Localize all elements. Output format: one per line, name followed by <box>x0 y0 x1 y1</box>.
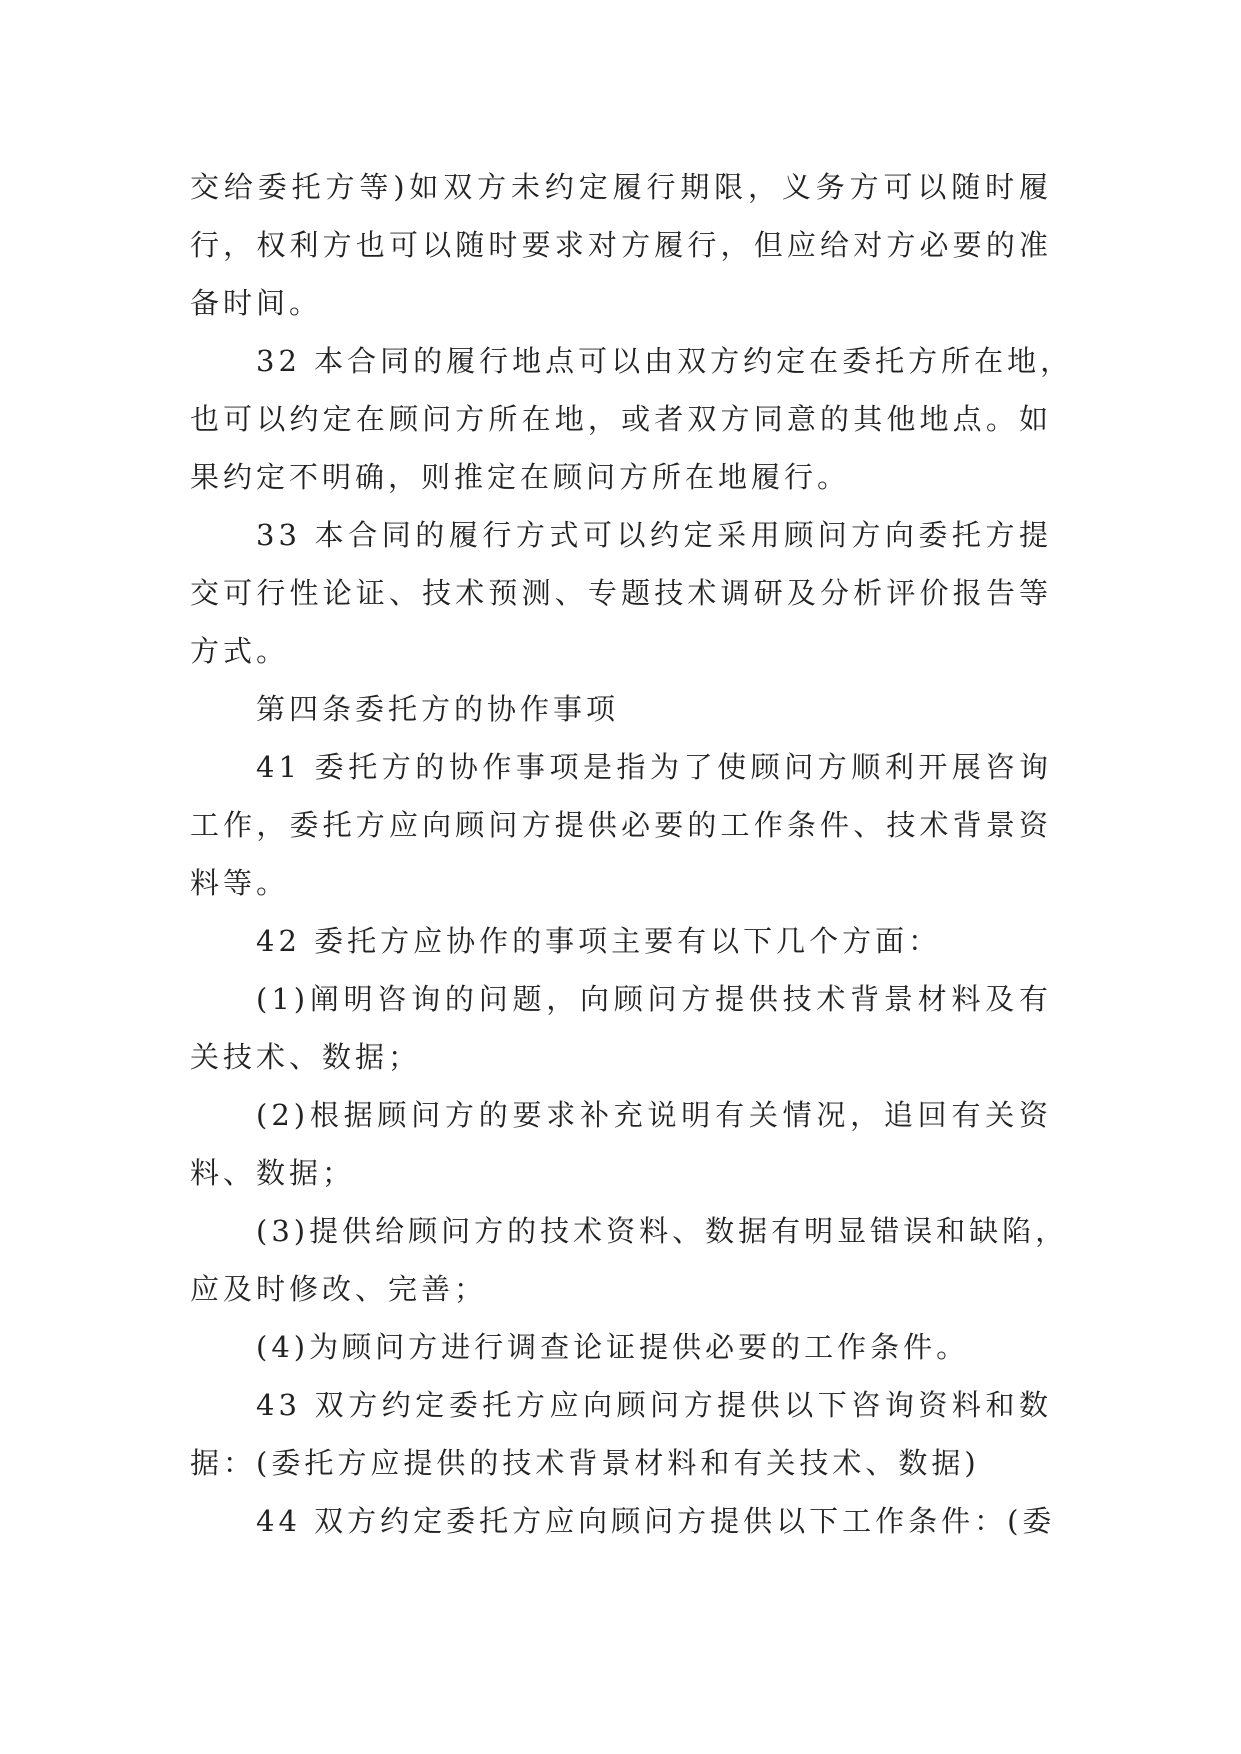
text-line: 交可行性论证、技术预测、专题技术调研及分析评价报告等 <box>190 576 1052 610</box>
list-item: (2)根据顾问方的要求补充说明有关情况，追回有关资 <box>256 1098 1052 1132</box>
text-line: 关技术、数据； <box>190 1040 422 1074</box>
text-line: 工作，委托方应向顾问方提供必要的工作条件、技术背景资 <box>190 808 1052 842</box>
section-heading: 第四条委托方的协作事项 <box>256 692 620 726</box>
text-line: 方式。 <box>190 634 290 668</box>
document-body <box>190 158 1074 1550</box>
text-line: 41 委托方的协作事项是指为了使顾问方顺利开展咨询 <box>256 750 1052 784</box>
list-item: (4)为顾问方进行调查论证提供必要的工作条件。 <box>256 1330 970 1364</box>
text-line: 33 本合同的履行方式可以约定采用顾问方向委托方提 <box>256 518 1052 552</box>
text-line: 果约定不明确，则推定在顾问方所在地履行。 <box>190 460 851 494</box>
text-line: 43 双方约定委托方应向顾问方提供以下咨询资料和数 <box>256 1388 1052 1422</box>
text-line: 交给委托方等)如双方未约定履行期限，义务方可以随时履 <box>190 170 1052 204</box>
text-line: 也可以约定在顾问方所在地，或者双方同意的其他地点。如 <box>190 402 1052 436</box>
text-line: 据：(委托方应提供的技术背景材料和有关技术、数据) <box>190 1446 980 1480</box>
text-line: 44 双方约定委托方应向顾问方提供以下工作条件：(委 <box>256 1504 1056 1538</box>
text-line: 行，权利方也可以随时要求对方履行，但应给对方必要的准 <box>190 228 1052 262</box>
text-line: 42 委托方应协作的事项主要有以下几个方面： <box>256 924 942 958</box>
list-item: (1)阐明咨询的问题，向顾问方提供技术背景材料及有 <box>256 982 1052 1016</box>
list-item: (3)提供给顾问方的技术资料、数据有明显错误和缺陷， <box>256 1214 1069 1248</box>
text-line: 应及时修改、完善； <box>190 1272 488 1306</box>
text-line: 32 本合同的履行地点可以由双方约定在委托方所在地， <box>256 344 1074 378</box>
text-line: 料等。 <box>190 866 290 900</box>
text-line: 备时间。 <box>190 286 323 320</box>
text-line: 料、数据； <box>190 1156 356 1190</box>
